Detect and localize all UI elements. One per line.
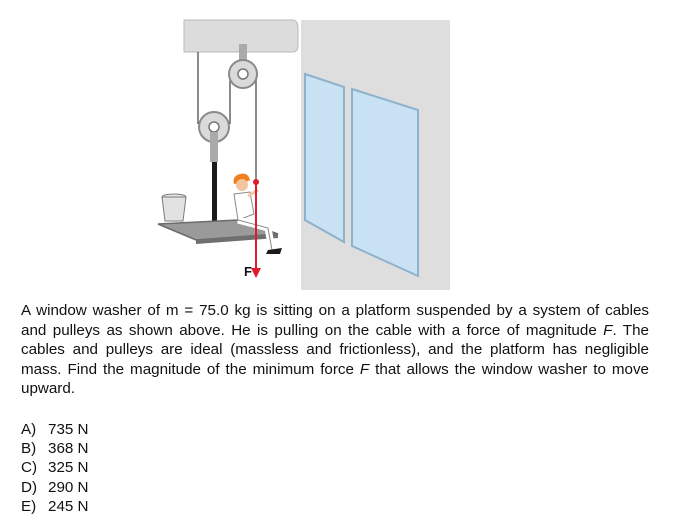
pulley-diagram bbox=[140, 14, 450, 290]
option-a[interactable]: A) 735 N bbox=[21, 421, 89, 438]
window-left bbox=[305, 74, 344, 242]
lower-pulley bbox=[199, 112, 229, 224]
option-c[interactable]: C) 325 N bbox=[21, 459, 89, 477]
window-right bbox=[352, 89, 418, 276]
option-b[interactable]: B) 368 N bbox=[21, 440, 89, 458]
answer-options bbox=[21, 420, 89, 516]
bucket bbox=[162, 194, 186, 221]
option-d[interactable]: D) 290 N bbox=[21, 478, 89, 496]
question-text: A window washer of m = 75.0 kg is sitting on a platform suspended by a system of cables and pulleys as shown above. He is pulling on the cable with a force of magnitude F. The cables and pulleys are ideal (massless and frictionless), and the platform has negligible mass. Find the magnitude of the minimum force F that allows the window washer to move upward. bbox=[21, 302, 649, 398]
option-e[interactable]: E) 245 N bbox=[21, 497, 89, 515]
window-washer bbox=[234, 174, 282, 254]
force-label: F bbox=[244, 264, 252, 279]
